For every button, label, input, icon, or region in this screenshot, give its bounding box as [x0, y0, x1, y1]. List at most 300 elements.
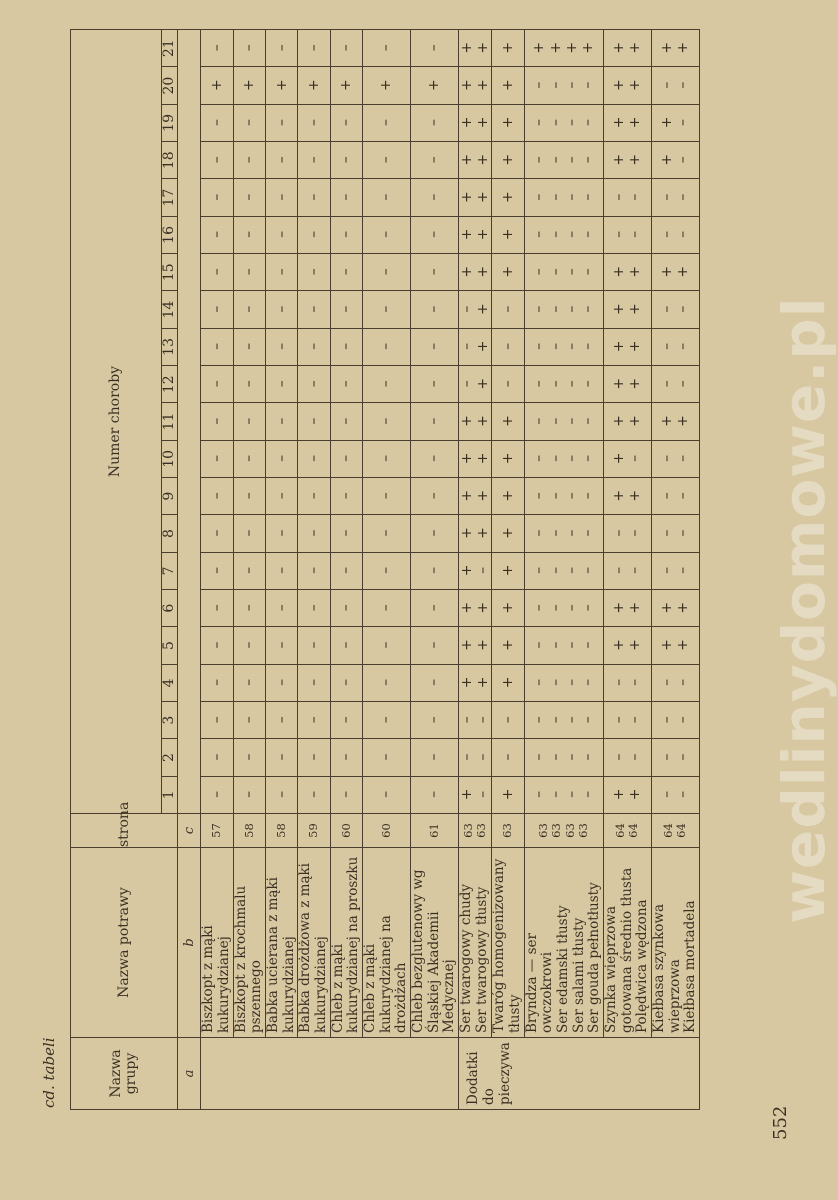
mark-disease-14: – +	[458, 291, 491, 328]
mark-disease-17: – –	[603, 179, 651, 216]
mark-disease-15: –	[362, 254, 410, 291]
mark-disease-11: –	[298, 403, 330, 440]
mark-disease-17: – – – –	[524, 179, 603, 216]
mark-disease-1: – – – –	[524, 776, 603, 813]
mark-disease-20: +	[298, 67, 330, 104]
mark-disease-7: – –	[651, 552, 699, 589]
page-ref: 64 64	[603, 814, 651, 848]
mark-disease-10: – –	[651, 440, 699, 477]
table-row	[201, 30, 233, 1110]
letter-spacer	[178, 30, 201, 814]
mark-disease-20: +	[492, 67, 524, 104]
dish-name: Chleb z mąki kukurydzianej na drożdżach	[362, 848, 410, 1038]
mark-disease-19: –	[362, 104, 410, 141]
mark-disease-5: –	[330, 627, 362, 664]
mark-disease-16: – –	[651, 216, 699, 253]
mark-disease-17: –	[330, 179, 362, 216]
dish-name: Kiełbasa szynkowa wieprzowa Kiełbasa mortadela	[651, 848, 699, 1038]
mark-disease-6: –	[410, 590, 458, 627]
continuation-label: cd. tabeli	[40, 1037, 58, 1108]
mark-disease-12: –	[330, 366, 362, 403]
mark-disease-7: –	[233, 552, 265, 589]
mark-disease-5: –	[298, 627, 330, 664]
mark-disease-17: + +	[458, 179, 491, 216]
table-row	[603, 30, 651, 1110]
mark-disease-5: – – – –	[524, 627, 603, 664]
mark-disease-16: –	[362, 216, 410, 253]
mark-disease-17: –	[298, 179, 330, 216]
mark-disease-6: –	[266, 590, 298, 627]
table-row	[298, 30, 330, 1110]
mark-disease-6: – – – –	[524, 590, 603, 627]
page-ref: 64 64	[651, 814, 699, 848]
mark-disease-9: –	[298, 478, 330, 515]
disease-number-17: 17	[162, 179, 178, 216]
mark-disease-2: –	[330, 739, 362, 776]
mark-disease-9: –	[201, 478, 233, 515]
mark-disease-15: –	[233, 254, 265, 291]
mark-disease-2: –	[233, 739, 265, 776]
table-body	[201, 30, 700, 1110]
mark-disease-11: –	[410, 403, 458, 440]
mark-disease-21: –	[298, 30, 330, 67]
mark-disease-3: – – – –	[524, 702, 603, 739]
mark-disease-10: –	[298, 440, 330, 477]
mark-disease-16: –	[298, 216, 330, 253]
mark-disease-5: + +	[651, 627, 699, 664]
mark-disease-3: –	[362, 702, 410, 739]
mark-disease-11: –	[266, 403, 298, 440]
header-page: strona	[71, 814, 178, 848]
dish-name: Biszkopt z mąki kukurydzianej	[201, 848, 233, 1038]
disease-number-8: 8	[162, 515, 178, 552]
table-row	[330, 30, 362, 1110]
disease-number-6: 6	[162, 590, 178, 627]
page-ref: 60	[330, 814, 362, 848]
mark-disease-15: + +	[458, 254, 491, 291]
letter-b: b	[178, 848, 201, 1038]
mark-disease-7: –	[266, 552, 298, 589]
mark-disease-21: + +	[458, 30, 491, 67]
mark-disease-13: –	[362, 328, 410, 365]
table-row	[492, 30, 524, 1110]
mark-disease-4: – –	[651, 664, 699, 701]
mark-disease-18: –	[266, 142, 298, 179]
mark-disease-7: –	[330, 552, 362, 589]
mark-disease-9: – –	[651, 478, 699, 515]
mark-disease-12: – +	[458, 366, 491, 403]
mark-disease-12: –	[492, 366, 524, 403]
disease-number-7: 7	[162, 552, 178, 589]
disease-number-5: 5	[162, 627, 178, 664]
mark-disease-6: –	[201, 590, 233, 627]
disease-number-14: 14	[162, 291, 178, 328]
page-ref: 58	[233, 814, 265, 848]
mark-disease-10: +	[492, 440, 524, 477]
mark-disease-9: + +	[603, 478, 651, 515]
mark-disease-2: –	[362, 739, 410, 776]
mark-disease-1: + +	[603, 776, 651, 813]
mark-disease-7: –	[298, 552, 330, 589]
mark-disease-4: –	[330, 664, 362, 701]
mark-disease-20: + +	[603, 67, 651, 104]
table-row	[233, 30, 265, 1110]
mark-disease-15: –	[330, 254, 362, 291]
mark-disease-12: –	[410, 366, 458, 403]
mark-disease-14: –	[492, 291, 524, 328]
mark-disease-6: –	[233, 590, 265, 627]
mark-disease-17: –	[201, 179, 233, 216]
mark-disease-20: +	[362, 67, 410, 104]
mark-disease-21: + + + +	[524, 30, 603, 67]
mark-disease-10: –	[266, 440, 298, 477]
mark-disease-18: –	[201, 142, 233, 179]
mark-disease-8: –	[201, 515, 233, 552]
mark-disease-17: –	[233, 179, 265, 216]
mark-disease-21: –	[266, 30, 298, 67]
mark-disease-2: –	[266, 739, 298, 776]
mark-disease-5: –	[201, 627, 233, 664]
mark-disease-4: – – – –	[524, 664, 603, 701]
mark-disease-20: – – – –	[524, 67, 603, 104]
mark-disease-10: –	[201, 440, 233, 477]
mark-disease-5: +	[492, 627, 524, 664]
mark-disease-13: + +	[603, 328, 651, 365]
mark-disease-13: –	[298, 328, 330, 365]
mark-disease-12: – –	[651, 366, 699, 403]
letter-a: a	[178, 1038, 201, 1110]
mark-disease-11: –	[330, 403, 362, 440]
mark-disease-14: –	[330, 291, 362, 328]
disease-number-15: 15	[162, 254, 178, 291]
disease-number-11: 11	[162, 403, 178, 440]
mark-disease-11: – – – –	[524, 403, 603, 440]
mark-disease-21: +	[492, 30, 524, 67]
page-ref: 63	[492, 814, 524, 848]
mark-disease-8: –	[362, 515, 410, 552]
mark-disease-4: –	[362, 664, 410, 701]
mark-disease-19: –	[298, 104, 330, 141]
mark-disease-18: + –	[651, 142, 699, 179]
mark-disease-21: –	[362, 30, 410, 67]
mark-disease-1: –	[201, 776, 233, 813]
mark-disease-20: +	[266, 67, 298, 104]
mark-disease-15: +	[492, 254, 524, 291]
mark-disease-12: – – – –	[524, 366, 603, 403]
mark-disease-9: –	[233, 478, 265, 515]
mark-disease-16: + +	[458, 216, 491, 253]
mark-disease-1: –	[298, 776, 330, 813]
mark-disease-3: – –	[651, 702, 699, 739]
mark-disease-9: –	[362, 478, 410, 515]
mark-disease-18: –	[298, 142, 330, 179]
dish-name: Chleb bezglutenowy wg Śląskiej Akademii Medycznej	[410, 848, 458, 1038]
mark-disease-18: – – – –	[524, 142, 603, 179]
mark-disease-13: – –	[651, 328, 699, 365]
dish-name: Ser twarogowy chudy Ser twarogowy tłusty	[458, 848, 491, 1038]
mark-disease-18: +	[492, 142, 524, 179]
mark-disease-19: –	[266, 104, 298, 141]
mark-disease-1: –	[330, 776, 362, 813]
mark-disease-1: –	[233, 776, 265, 813]
mark-disease-4: –	[410, 664, 458, 701]
mark-disease-13: –	[330, 328, 362, 365]
dish-name: Bryndza — ser owczokrowi Ser edamski tłusty Ser salami tłusty Ser gouda pełnotłusty	[524, 848, 603, 1038]
page-ref: 60	[362, 814, 410, 848]
mark-disease-15: – – – –	[524, 254, 603, 291]
mark-disease-14: + +	[603, 291, 651, 328]
mark-disease-14: –	[362, 291, 410, 328]
table-row	[410, 30, 458, 1110]
mark-disease-13: –	[233, 328, 265, 365]
mark-disease-18: –	[330, 142, 362, 179]
mark-disease-7: –	[362, 552, 410, 589]
mark-disease-14: – – – –	[524, 291, 603, 328]
table-row	[266, 30, 298, 1110]
mark-disease-17: – –	[651, 179, 699, 216]
disease-number-19: 19	[162, 104, 178, 141]
dish-name: Szynka wieprzowa gotowana średnio tłusta Polędwica wędzona	[603, 848, 651, 1038]
mark-disease-8: – –	[651, 515, 699, 552]
mark-disease-20: +	[330, 67, 362, 104]
mark-disease-5: –	[362, 627, 410, 664]
mark-disease-19: – – – –	[524, 104, 603, 141]
mark-disease-15: –	[410, 254, 458, 291]
mark-disease-16: – –	[603, 216, 651, 253]
mark-disease-3: –	[410, 702, 458, 739]
mark-disease-16: –	[410, 216, 458, 253]
page-ref: 58	[266, 814, 298, 848]
mark-disease-3: –	[233, 702, 265, 739]
mark-disease-9: –	[410, 478, 458, 515]
mark-disease-11: + +	[651, 403, 699, 440]
mark-disease-10: –	[233, 440, 265, 477]
mark-disease-2: –	[201, 739, 233, 776]
mark-disease-3: – –	[603, 702, 651, 739]
mark-disease-1: +	[492, 776, 524, 813]
disease-number-16: 16	[162, 216, 178, 253]
mark-disease-2: – –	[458, 739, 491, 776]
mark-disease-19: +	[492, 104, 524, 141]
mark-disease-15: + +	[603, 254, 651, 291]
mark-disease-4: –	[298, 664, 330, 701]
mark-disease-20: +	[410, 67, 458, 104]
group-name	[201, 1038, 459, 1110]
mark-disease-9: + +	[458, 478, 491, 515]
mark-disease-15: –	[298, 254, 330, 291]
page-ref: 59	[298, 814, 330, 848]
mark-disease-8: –	[298, 515, 330, 552]
mark-disease-13: – – – –	[524, 328, 603, 365]
mark-disease-10: – – – –	[524, 440, 603, 477]
mark-disease-7: – – – –	[524, 552, 603, 589]
mark-disease-2: – –	[651, 739, 699, 776]
mark-disease-21: –	[233, 30, 265, 67]
mark-disease-6: –	[298, 590, 330, 627]
header-disease: Numer choroby	[71, 30, 162, 814]
mark-disease-6: + +	[603, 590, 651, 627]
mark-disease-19: –	[201, 104, 233, 141]
mark-disease-14: –	[201, 291, 233, 328]
mark-disease-17: –	[266, 179, 298, 216]
mark-disease-11: + +	[603, 403, 651, 440]
table-row	[651, 30, 699, 1110]
mark-disease-11: –	[201, 403, 233, 440]
mark-disease-2: – – – –	[524, 739, 603, 776]
table-row	[524, 30, 603, 1110]
mark-disease-21: + +	[603, 30, 651, 67]
mark-disease-7: – –	[603, 552, 651, 589]
dish-name: Babka ucierana z mąki kukurydzianej	[266, 848, 298, 1038]
mark-disease-16: –	[201, 216, 233, 253]
mark-disease-8: + +	[458, 515, 491, 552]
diet-table	[70, 29, 700, 1110]
mark-disease-3: –	[201, 702, 233, 739]
mark-disease-12: –	[266, 366, 298, 403]
mark-disease-3: –	[266, 702, 298, 739]
mark-disease-21: + +	[651, 30, 699, 67]
mark-disease-2: – –	[603, 739, 651, 776]
mark-disease-8: –	[266, 515, 298, 552]
mark-disease-8: –	[330, 515, 362, 552]
watermark: wedlinydomowe.pl	[770, 296, 838, 924]
dish-name: Biszkopt z krochmalu pszennego	[233, 848, 265, 1038]
mark-disease-19: + +	[603, 104, 651, 141]
mark-disease-7: + –	[458, 552, 491, 589]
mark-disease-8: –	[233, 515, 265, 552]
mark-disease-20: +	[201, 67, 233, 104]
mark-disease-6: –	[362, 590, 410, 627]
mark-disease-12: –	[362, 366, 410, 403]
mark-disease-4: +	[492, 664, 524, 701]
mark-disease-5: + +	[458, 627, 491, 664]
mark-disease-5: + +	[603, 627, 651, 664]
header-dish: Nazwa potrawy	[71, 848, 178, 1038]
mark-disease-9: – – – –	[524, 478, 603, 515]
page-ref: 61	[410, 814, 458, 848]
mark-disease-20: + +	[458, 67, 491, 104]
mark-disease-19: + –	[651, 104, 699, 141]
mark-disease-1: –	[362, 776, 410, 813]
dish-name: Twaróg homogenizowany tłusty	[492, 848, 524, 1038]
group-name: Dodatki do pieczywa	[458, 1038, 699, 1110]
mark-disease-17: +	[492, 179, 524, 216]
disease-number-3: 3	[162, 702, 178, 739]
disease-number-12: 12	[162, 366, 178, 403]
mark-disease-8: – – – –	[524, 515, 603, 552]
disease-number-18: 18	[162, 142, 178, 179]
mark-disease-9: –	[266, 478, 298, 515]
mark-disease-2: –	[410, 739, 458, 776]
mark-disease-4: –	[233, 664, 265, 701]
mark-disease-16: –	[233, 216, 265, 253]
mark-disease-1: + –	[458, 776, 491, 813]
mark-disease-3: –	[492, 702, 524, 739]
mark-disease-10: + –	[603, 440, 651, 477]
mark-disease-14: –	[410, 291, 458, 328]
mark-disease-19: –	[330, 104, 362, 141]
mark-disease-18: –	[362, 142, 410, 179]
table-row	[362, 30, 410, 1110]
mark-disease-1: –	[266, 776, 298, 813]
header-group: Nazwa grupy	[71, 1038, 178, 1110]
mark-disease-12: + +	[603, 366, 651, 403]
mark-disease-21: –	[330, 30, 362, 67]
mark-disease-13: – +	[458, 328, 491, 365]
mark-disease-16: +	[492, 216, 524, 253]
page-number: 552	[770, 1105, 791, 1140]
mark-disease-16: –	[266, 216, 298, 253]
mark-disease-10: –	[410, 440, 458, 477]
disease-number-13: 13	[162, 328, 178, 365]
mark-disease-21: –	[410, 30, 458, 67]
mark-disease-14: –	[298, 291, 330, 328]
mark-disease-5: –	[233, 627, 265, 664]
mark-disease-14: –	[233, 291, 265, 328]
letter-c: c	[178, 814, 201, 848]
mark-disease-7: –	[410, 552, 458, 589]
mark-disease-5: –	[266, 627, 298, 664]
mark-disease-8: – –	[603, 515, 651, 552]
disease-number-20: 20	[162, 67, 178, 104]
mark-disease-15: –	[201, 254, 233, 291]
mark-disease-6: + +	[458, 590, 491, 627]
mark-disease-8: –	[410, 515, 458, 552]
mark-disease-15: + +	[651, 254, 699, 291]
mark-disease-3: –	[330, 702, 362, 739]
mark-disease-11: + +	[458, 403, 491, 440]
mark-disease-10: –	[330, 440, 362, 477]
mark-disease-20: – –	[651, 67, 699, 104]
disease-number-4: 4	[162, 664, 178, 701]
mark-disease-18: –	[233, 142, 265, 179]
page-ref: 63 63 63 63	[524, 814, 603, 848]
disease-number-9: 9	[162, 478, 178, 515]
mark-disease-6: +	[492, 590, 524, 627]
mark-disease-13: –	[266, 328, 298, 365]
mark-disease-9: +	[492, 478, 524, 515]
mark-disease-6: + +	[651, 590, 699, 627]
dish-name: Babka drożdżowa z mąki kukurydzianej	[298, 848, 330, 1038]
mark-disease-11: –	[233, 403, 265, 440]
mark-disease-4: –	[266, 664, 298, 701]
page-ref: 57	[201, 814, 233, 848]
mark-disease-18: –	[410, 142, 458, 179]
mark-disease-21: –	[201, 30, 233, 67]
mark-disease-3: –	[298, 702, 330, 739]
mark-disease-19: –	[410, 104, 458, 141]
mark-disease-20: +	[233, 67, 265, 104]
mark-disease-1: –	[410, 776, 458, 813]
mark-disease-4: – –	[603, 664, 651, 701]
mark-disease-5: –	[410, 627, 458, 664]
mark-disease-17: –	[410, 179, 458, 216]
mark-disease-13: –	[492, 328, 524, 365]
mark-disease-17: –	[362, 179, 410, 216]
mark-disease-19: –	[233, 104, 265, 141]
mark-disease-11: +	[492, 403, 524, 440]
mark-disease-9: –	[330, 478, 362, 515]
mark-disease-7: –	[201, 552, 233, 589]
dish-name: Chleb z mąki kukurydzianej na proszku	[330, 848, 362, 1038]
mark-disease-4: + +	[458, 664, 491, 701]
mark-disease-11: –	[362, 403, 410, 440]
disease-number-21: 21	[162, 30, 178, 67]
table-row	[458, 30, 491, 1110]
mark-disease-2: –	[298, 739, 330, 776]
disease-number-2: 2	[162, 739, 178, 776]
mark-disease-14: – –	[651, 291, 699, 328]
